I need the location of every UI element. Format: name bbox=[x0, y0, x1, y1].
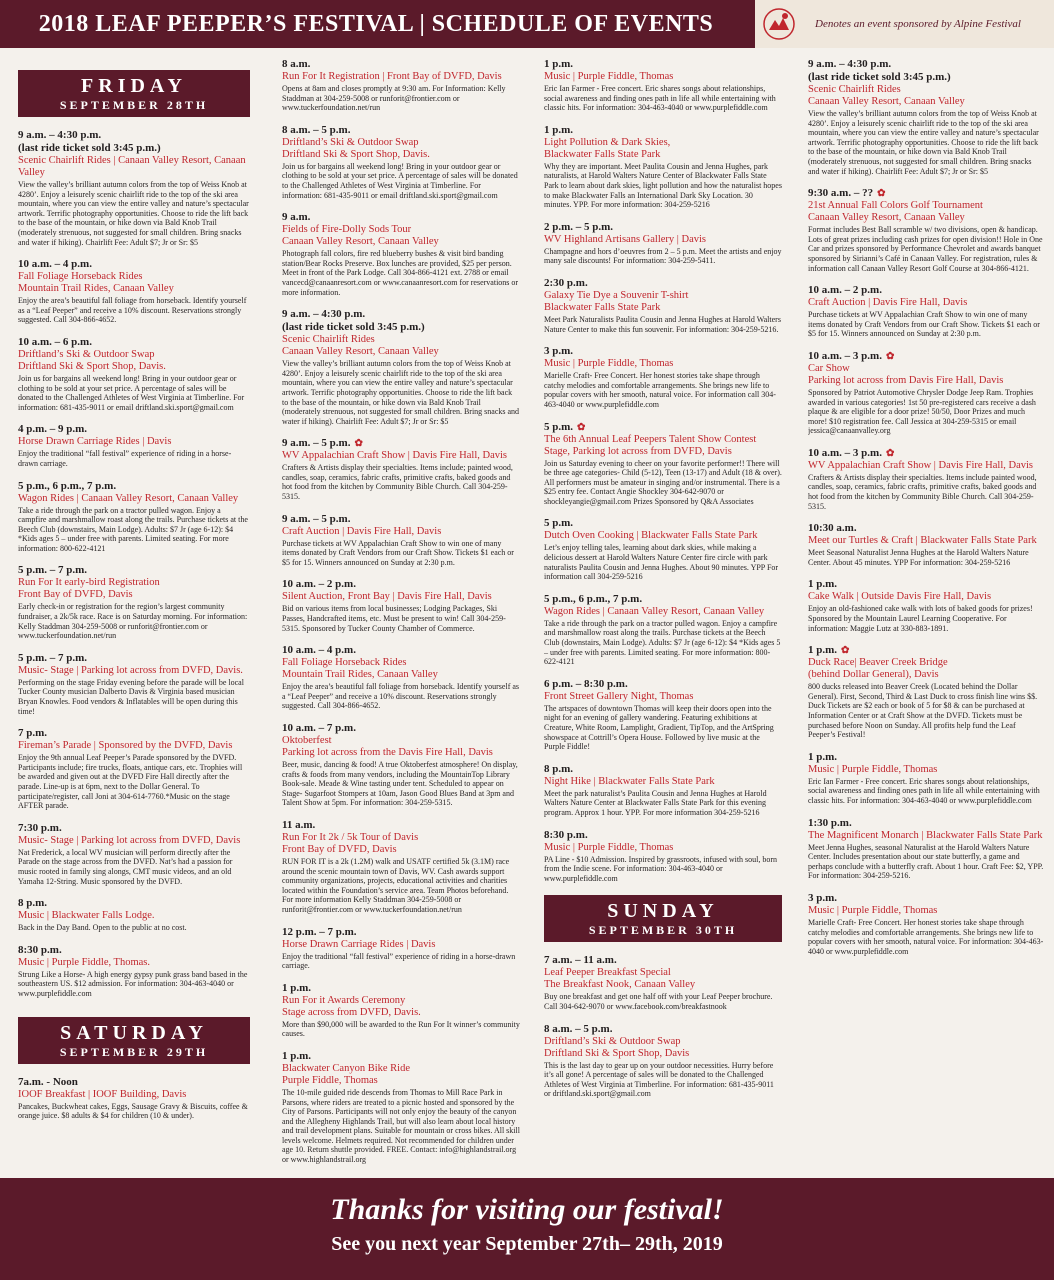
sponsor-emblem-icon: ✿ bbox=[841, 645, 850, 657]
sponsor-emblem-icon: ✿ bbox=[885, 447, 895, 459]
event-time-text: 1 p.m. bbox=[282, 981, 312, 994]
event-time bbox=[18, 944, 250, 957]
event-time-text: 8 p.m. bbox=[18, 897, 48, 910]
event-description: Sponsored by Patriot Automotive Chrysler Dodge Jeep Ram. Trophies awarded in various categories! 1st 50 pre-registered cars receive a dash plaque & are eligible for a door prize! 50/50, Door Prizes and much more! $10 registration fee. Call Jessica at 304-259-5315 or email jessica@canaanvalley.org bbox=[808, 387, 1036, 436]
event-name: Horse Drawn Carriage Rides | Davis bbox=[18, 436, 172, 448]
event-name: Oktoberfest Parking lot across from the Davis Fire Hall, Davis bbox=[282, 735, 493, 758]
event-time-text: 2 p.m. – 5 p.m. bbox=[544, 220, 614, 233]
event-item bbox=[808, 751, 1044, 806]
event-time bbox=[282, 437, 520, 450]
event-name: Run For It early-bird Registration Front Bay of DVFD, Davis bbox=[18, 577, 160, 601]
event-item bbox=[808, 644, 1044, 740]
event-time bbox=[544, 954, 782, 967]
next-year-message: See you next year September 27th– 29th, 2019 bbox=[331, 1233, 723, 1255]
event-description: Let’s enjoy telling tales, learning about dark skies, while making a delicious dessert at Harold Walters Nature Center fire circle with park naturalists Paulita Cousin and Jenna Hughes. About 90 minutes. YPP For information call 304-259-5216 bbox=[544, 543, 779, 582]
event-description: Join us for bargains all weekend long! Bring in your outdoor gear or clothing to be sold at your set price. A percentage of sales will be donated to the Challenged Athletes of West Virginia at Timberline. For information: 681-435-9011 or email driftland.ski.sport@gmail.com bbox=[282, 161, 518, 200]
event-description: Enjoy the area’s beautiful fall foliage from horseback. Identify yourself as a “Leaf Peeper” and receive a 10% discount. Reservations strongly suggested. Call 304-866-4652. bbox=[18, 296, 247, 325]
event-description: The artspaces of downtown Thomas will keep their doors open into the night for an evening of gallery wandering. Featuring exhibitions at Creature, White Room, Lamplight, Gradient, TipTop, and the ArtSpring showspace at Cottrill’s Opera House. Followed by live music at the Purple Fiddle! bbox=[544, 703, 774, 752]
event-time-text: 6 p.m. – 8:30 p.m. bbox=[544, 677, 628, 690]
event-item bbox=[808, 892, 1044, 956]
event-time-text: 8 a.m. bbox=[282, 58, 311, 70]
event-item bbox=[544, 593, 782, 667]
event-item bbox=[282, 819, 520, 915]
event-time-text: 8 p.m. bbox=[544, 762, 574, 775]
event-item bbox=[282, 437, 520, 501]
event-time-text: 1 p.m. bbox=[808, 578, 838, 591]
event-item bbox=[18, 336, 250, 412]
event-description: This is the last day to gear up on your outdoor necessities. Hurry before it’s all gone! A percentage of sales will be donated to the Challenged Athletes of West Virginia at Timberline. For information: 681-435-9011 or driftland.ski.sport@gmail.com bbox=[544, 1060, 774, 1099]
event-description: Purchase tickets at WV Appalachian Craft Show to win one of many items donated by Craft Vendors from our Craft Show. Tickets $1 each or $5 for 15. Winners announced on Sunday at 2:30 p.m. bbox=[282, 538, 514, 567]
event-time bbox=[808, 892, 1044, 905]
event-time-text: 11 a.m. bbox=[282, 818, 316, 831]
event-item bbox=[808, 187, 1044, 273]
event-item bbox=[544, 954, 782, 1011]
page-title: 2018 LEAF PEEPER’S FESTIVAL | SCHEDULE OF EVENTS bbox=[38, 11, 714, 37]
event-description: Strung Like a Horse- A high energy gypsy punk grass band based in the southeastern US. $12 admission. For information: 304-463-4040 or www.purplefiddle.com bbox=[18, 969, 248, 998]
event-time-text: 8:30 p.m. bbox=[544, 828, 588, 841]
event-name: Music | Purple Fiddle, Thomas bbox=[544, 841, 674, 853]
event-time bbox=[282, 124, 520, 137]
event-time-text: 10 a.m. – 7 p.m. bbox=[282, 722, 356, 734]
event-time-text: 10 a.m. – 3 p.m. bbox=[808, 446, 882, 459]
event-description: Meet Seasonal Naturalist Jenna Hughes at the Harold Walters Nature Center. About 45 minutes. YPP For information: 304-259-5216 bbox=[808, 548, 1029, 567]
sunday-header bbox=[544, 895, 782, 942]
event-time-text: 2:30 p.m. bbox=[544, 276, 588, 289]
day-name: FRIDAY bbox=[81, 75, 187, 97]
event-time bbox=[808, 187, 1044, 200]
saturday-events-col1 bbox=[18, 1076, 250, 1121]
event-time bbox=[544, 593, 782, 606]
event-name: WV Appalachian Craft Show | Davis Fire Hall, Davis bbox=[808, 459, 1033, 471]
event-time bbox=[544, 1023, 782, 1036]
event-name: Music | Blackwater Falls Lodge. bbox=[18, 910, 155, 922]
event-time-text: 10 a.m. – 2 p.m. bbox=[282, 578, 356, 591]
event-description: Enjoy an old-fashioned cake walk with lots of baked goods for prizes! Sponsored by the Mountain Laurel Learning Cooperative. For information: Maggie Lutz at 330-883-1891. bbox=[808, 604, 1033, 633]
header-bar bbox=[0, 0, 1054, 48]
event-name: Cake Walk | Outside Davis Fire Hall, Davis bbox=[808, 591, 992, 603]
event-item bbox=[544, 517, 782, 581]
footer-banner bbox=[0, 1178, 1054, 1280]
event-item bbox=[808, 522, 1044, 567]
event-time-text: 1 p.m. bbox=[282, 1049, 312, 1062]
event-description: Purchase tickets at WV Appalachian Craft Show to win one of many items donated by Craft Vendors from our Craft Show. Tickets $1 each or $5 for 15. Winners announced on Sunday at 2:30 p.m. bbox=[808, 310, 1040, 339]
event-name: Front Street Gallery Night, Thomas bbox=[544, 690, 694, 702]
event-description: Bid on various items from local businesses; Lodging Packages, Ski Passes, Handcrafted items, etc. Must be present to win! Call 304-259-5315. Sponsored by Tucker County Chamber of Commerce. bbox=[282, 604, 506, 633]
event-time-text: 7:30 p.m. bbox=[18, 821, 62, 834]
sponsor-emblem-icon: ✿ bbox=[885, 350, 895, 362]
event-item bbox=[18, 897, 250, 933]
sponsor-emblem-icon: ✿ bbox=[354, 438, 363, 450]
event-name: Craft Auction | Davis Fire Hall, Davis bbox=[808, 297, 968, 309]
event-time bbox=[544, 517, 782, 530]
event-name: Scenic Chairlift Rides Canaan Valley Resort, Canaan Valley bbox=[282, 334, 439, 358]
event-name: Driftland’s Ski & Outdoor Swap Driftland Ski & Sport Shop, Davis. bbox=[18, 348, 166, 372]
event-description: Nat Frederick, a local WV musician will perform directly after the Parade on the stage across from the DVFD. Nat’s had a passion for music rooted in family sing alongs, CMT music videos, and an old Yamaha 12-String. Music sponsored by the DVFD. bbox=[18, 847, 233, 886]
event-name: The 6th Annual Leaf Peepers Talent Show Contest Stage, Parking lot across from DVFD, Davis bbox=[544, 433, 757, 457]
event-time-text: 8:30 p.m. bbox=[18, 943, 62, 956]
event-name: Music | Purple Fiddle, Thomas. bbox=[18, 956, 150, 968]
event-item bbox=[808, 58, 1044, 176]
event-item bbox=[282, 58, 520, 113]
event-time-text: 10:30 a.m. bbox=[808, 522, 857, 535]
event-item bbox=[18, 129, 250, 247]
event-time bbox=[544, 829, 782, 842]
event-description: Crafters & Artists display their specialties. Items include; painted wood, candles, soap, ceramics, fabric crafts, primitive crafts, baked goods and hot food from the kitchen by Community Bible Church. Call 304-259-5315. bbox=[282, 463, 513, 502]
event-name: The Magnificent Monarch | Blackwater Falls State Park bbox=[808, 829, 1043, 841]
event-description: Photograph fall colors, fire red blueberry bushes & visit bird banding station/Bear Rocks Preserve. Box lunches are provided, $25 per person. Meet in front of the Park Lodge. Call 304-866-4121 ext. 2788 or email vancecd@canaanresort.com or www.canaanresort.com for reservations or more information. bbox=[282, 249, 519, 297]
event-name: Craft Auction | Davis Fire Hall, Davis bbox=[282, 525, 442, 537]
event-item bbox=[282, 982, 520, 1039]
event-time bbox=[544, 221, 782, 234]
event-name: Car Show Parking lot across from Davis Fire Hall, Davis bbox=[808, 362, 1004, 386]
event-time bbox=[282, 982, 520, 995]
event-time-text: 7 p.m. bbox=[18, 727, 48, 740]
event-description: Buy one breakfast and get one half off with your Leaf Peeper brochure. Call 304-642-9070 or www.facebook.com/breakfastnook bbox=[544, 992, 773, 1011]
event-time bbox=[544, 678, 782, 691]
event-description: View the valley’s brilliant autumn colors from the top of Weiss Knob at 4280’. Enjoy a leisurely scenic chairlift ride to the top of the ski area mountain, where you can view the entire valley and nature’s spectacular artwork. Terrific photography opportunities. Choose to ride the lift back to the base of the mountain, or hike down via Bald Knob Trail (moderately strenuous, not suggested for small children. Bring snacks and water if hiking). Chairlift Fee: Adult $7; Jr or Sr: $5 bbox=[18, 180, 249, 247]
event-time-text: 3 p.m. bbox=[544, 345, 574, 358]
event-item bbox=[18, 423, 250, 468]
day-name: SATURDAY bbox=[60, 1021, 208, 1044]
event-time bbox=[282, 819, 520, 832]
event-time-text: 10 a.m. – 6 p.m. bbox=[18, 335, 92, 348]
sponsor-legend-text: Denotes an event sponsored by Alpine Festival bbox=[815, 18, 1021, 30]
event-description: 800 ducks released into Beaver Creek (Located behind the Dollar General). First, Second, Third & Last Duck to cross finish line wins $$. Duck Tickets are $2 each or book of 5 for $8 & can be purchased at Information Center or at Craft Show at the DVFD. Tickets must be purchased before Noon on Sunday. All profits help fund the Leaf Peeper’s Festival! bbox=[808, 682, 1038, 740]
event-time bbox=[808, 578, 1044, 591]
day-date: SEPTEMBER 29TH bbox=[59, 1044, 209, 1059]
event-name: Fireman’s Parade | Sponsored by the DVFD, Davis bbox=[18, 740, 233, 752]
event-time bbox=[808, 447, 1044, 460]
event-item bbox=[808, 350, 1044, 436]
event-time-text: 10 a.m. – 4 p.m. bbox=[282, 644, 356, 657]
event-description: Enjoy the traditional “fall festival” experience of riding in a horse-drawn carriage. bbox=[18, 449, 232, 468]
event-name: IOOF Breakfast | IOOF Building, Davis bbox=[18, 1088, 187, 1100]
event-description: Beer, music, dancing & food! A true Oktoberfest atmosphere! On display, crafts & foods from many vendors, including the MountainTop Library Book-sale. Meade & Wine tasting under tent. Scheduled to appear on Stage- Sugarfoot Stompers at 10am, Jason Good Blues Band at 3pm and Talent Show at 5pm. For information: 304-259-5315. bbox=[282, 760, 518, 808]
saturday-events-col2 bbox=[282, 58, 520, 1165]
event-name: Music- Stage | Parking lot across from DVFD, Davis. bbox=[18, 664, 243, 676]
event-name: Light Pollution & Dark Skies, Blackwater Falls State Park bbox=[544, 136, 671, 160]
event-item bbox=[282, 1050, 520, 1165]
event-time bbox=[544, 763, 782, 776]
event-time-text: 9 a.m. – 5 p.m. bbox=[282, 437, 351, 450]
sunday-events-col3 bbox=[544, 954, 782, 1099]
event-item bbox=[544, 1023, 782, 1099]
event-name: Driftland’s Ski & Outdoor Swap Driftland Ski & Sport Shop, Davis bbox=[544, 1035, 690, 1059]
event-time bbox=[808, 522, 1044, 535]
event-name: Leaf Peeper Breakfast Special The Breakfast Nook, Canaan Valley bbox=[544, 967, 696, 991]
event-description: Crafters & Artists display their specialties. Items include painted wood, candles, soap, ceramics, fabric crafts, primitive crafts, baked goods and hot food from the kitchen by Community Bible Church. Call 304-259-5315. bbox=[808, 472, 1037, 511]
event-item bbox=[808, 447, 1044, 511]
thanks-message: Thanks for visiting our festival! bbox=[330, 1193, 724, 1226]
event-time-text: 12 p.m. – 7 p.m. bbox=[282, 925, 357, 938]
event-item bbox=[18, 652, 250, 716]
event-description: More than $90,000 will be awarded to the Run For It winner’s community causes. bbox=[282, 1019, 520, 1039]
event-description: Eric Ian Farmer - Free concert. Eric shares songs about relationships, social awareness and finding ones path in life all while entertaining with classic hits. For information: 304-463-4040 or www.purplefiddle.com bbox=[808, 776, 1040, 805]
event-time-text: 10 a.m. – 3 p.m. bbox=[808, 349, 882, 362]
event-item bbox=[282, 578, 520, 633]
event-time-text: 10 a.m. – 4 p.m. bbox=[18, 258, 92, 271]
event-description: Marielle Craft- Free Concert. Her honest stories take shape through catchy melodies and comfortable arrangements. She brings new life to popular covers with her smooth, natural voice. For information call 304-463-4040 or www.purplefiddle.com bbox=[544, 371, 776, 409]
event-description: Performing on the stage Friday evening before the parade will be local Tucker County musician Dalberto Davis & Virginia based musician Bryan Knowles. Food vendors & Inflatables will be open during this time! bbox=[18, 677, 244, 716]
event-time-text: 8 a.m. – 5 p.m. bbox=[544, 1022, 613, 1035]
event-time bbox=[544, 58, 782, 71]
event-time-text: 1 p.m. bbox=[544, 123, 574, 136]
event-time-text: 9 a.m. – 5 p.m. bbox=[282, 512, 351, 525]
event-description: Eric Ian Farmer - Free concert. Eric shares songs about relationships, social awareness and finding ones path in life all while entertaining with classic hits. For information: 304-463-4040 or www.purplefiddle.com bbox=[544, 84, 776, 113]
event-item bbox=[18, 727, 250, 811]
event-description: Enjoy the area’s beautiful fall foliage from horseback. Identify yourself as a “Leaf Peeper” and receive a 10% discount. Reservations strongly suggested. Call 304-866-4652. bbox=[282, 682, 520, 711]
event-time-text: 5 p.m. bbox=[544, 420, 574, 433]
event-time-text: 5 p.m., 6 p.m., 7 p.m. bbox=[544, 592, 643, 605]
event-time bbox=[282, 58, 520, 71]
event-item bbox=[282, 644, 520, 711]
alpine-festival-emblem-icon bbox=[761, 6, 797, 42]
event-item bbox=[18, 944, 250, 999]
event-name: Silent Auction, Front Bay | Davis Fire Hall, Davis bbox=[282, 591, 492, 603]
event-name: Meet our Turtles & Craft | Blackwater Falls State Park bbox=[808, 535, 1037, 547]
event-name: Music- Stage | Parking lot across from DVFD, Davis bbox=[18, 834, 241, 846]
event-description: Opens at 8am and closes promptly at 9:30 am. For Information: Kelly Staddman at 304-259-5008 or runforit@frontier.com or www.tuckerfoundation.net/run bbox=[282, 84, 506, 113]
event-time bbox=[18, 129, 250, 155]
event-description: View the valley’s brilliant autumn colors from the top of Weiss Knob at 4280’. Enjoy a leisurely scenic chairlift ride to the top of the ski area mountain, where you can view the entire valley and nature’s spectacular artwork. Terrific photography opportunities. Choose to ride the lift back to the base of the mountain, or hike down via Bald Knob Trail (moderately strenuous, not suggested for small children. Bring snacks and water if hiking). Chairlift Fee: Adult $7; Jr or Sr: $5 bbox=[282, 359, 520, 426]
event-time bbox=[808, 284, 1044, 297]
event-time-text: 5 p.m. bbox=[544, 517, 574, 530]
event-time bbox=[18, 727, 250, 740]
event-name: Run For It Registration | Front Bay of DVFD, Davis bbox=[282, 71, 502, 82]
event-time bbox=[282, 722, 520, 735]
event-time bbox=[18, 652, 250, 665]
event-time bbox=[808, 644, 1044, 657]
column-1 bbox=[18, 58, 250, 1168]
event-name: Duck Race| Beaver Creek Bridge (behind Dollar General), Davis bbox=[808, 657, 948, 681]
event-time bbox=[808, 350, 1044, 363]
event-time bbox=[808, 58, 1044, 84]
event-description: Enjoy the traditional “fall festival” experience of riding in a horse-drawn carriage. bbox=[282, 951, 516, 971]
event-item bbox=[282, 722, 520, 808]
sunday-events-col4 bbox=[808, 58, 1044, 956]
event-time-text: 4 p.m. – 9 p.m. bbox=[18, 423, 88, 436]
event-item bbox=[544, 345, 782, 409]
day-name: SUNDAY bbox=[607, 900, 719, 923]
sponsor-legend bbox=[752, 0, 1054, 48]
event-time bbox=[18, 1076, 250, 1089]
event-item bbox=[544, 763, 782, 818]
event-item bbox=[282, 211, 520, 297]
column-4 bbox=[808, 58, 1044, 1168]
event-description: Why they are important. Meet Paulita Cousin and Jenna Hughes, park naturalists, at Harold Walters Nature Center of Blackwater Falls State Park to learn about dark skies, light pollution and how the naturalist hopes to make Blackwater Falls an International Dark Sky Location. 30 minutes. YPP. For more information: 304-259-5216 bbox=[544, 161, 782, 210]
sponsor-emblem-icon: ✿ bbox=[577, 421, 586, 433]
event-time bbox=[808, 817, 1044, 830]
event-name: Music | Purple Fiddle, Thomas bbox=[544, 71, 674, 82]
event-name: Galaxy Tie Dye a Souvenir T-shirt Blackwater Falls State Park bbox=[544, 289, 689, 313]
event-time-text: 9 a.m. – 4:30 p.m. (last ride ticket sold 3:45 p.m.) bbox=[18, 129, 161, 154]
event-item bbox=[18, 258, 250, 325]
event-description: View the valley’s brilliant autumn colors from the top of Weiss Knob at 4280’. Enjoy a leisurely scenic chairlift ride to the top of the ski area mountain, where you can view the entire valley and nature’s spectacular artwork. Terrific photography opportunities. Choose to ride the lift back to the base of the mountain, or hike down via Bald Knob Trail (moderately strenuous, not suggested for small children. Bring snacks and water if hiking). Chairlift Fee: Adult $7; Jr or Sr: $5 bbox=[808, 109, 1039, 176]
event-time bbox=[282, 308, 520, 334]
event-description: Meet Jenna Hughes, seasonal Naturalist at the Harold Walters Nature Center. Includes presentation about our state butterfly, a game and perhaps conclude with a butterfly craft. About 1 hour. Craft Fee: $2, YPP. For information: 304-259-5216. bbox=[808, 842, 1044, 881]
event-item bbox=[282, 308, 520, 426]
event-name: Scenic Chairlift Rides | Canaan Valley Resort, Canaan Valley bbox=[18, 155, 246, 178]
event-time-text: 5 p.m. – 7 p.m. bbox=[18, 564, 88, 577]
event-time bbox=[544, 421, 782, 434]
friday-header bbox=[18, 70, 250, 117]
event-name: Horse Drawn Carriage Rides | Davis bbox=[282, 938, 436, 950]
event-time bbox=[282, 644, 520, 657]
event-item bbox=[282, 124, 520, 200]
event-item bbox=[18, 1076, 250, 1121]
event-time-text: 9:30 a.m. – ?? bbox=[808, 187, 874, 200]
event-time-text: 10 a.m. – 2 p.m. bbox=[808, 284, 882, 297]
event-description: Meet Park Naturalists Paulita Cousin and Jenna Hughes at Harold Walters Nature Center to make this fun souvenir. For information: 304-259-5216. bbox=[544, 314, 781, 334]
event-name: Fall Foliage Horseback Rides Mountain Trail Rides, Canaan Valley bbox=[282, 657, 438, 681]
event-name: WV Appalachian Craft Show | Davis Fire Hall, Davis bbox=[282, 450, 507, 462]
event-time bbox=[18, 336, 250, 349]
event-name: Blackwater Canyon Bike Ride Purple Fiddle, Thomas bbox=[282, 1062, 411, 1086]
event-item bbox=[18, 480, 250, 554]
event-description: Enjoy the 9th annual Leaf Peeper’s Parade sponsored by the DVFD. Participants include; fire trucks, floats, antique cars, etc. Trophies will be awarded and given out at the DVFD Fire Hall directly after the parade. Line-up is at 6pm, next to the Dollar General. To participate/register, call Joni at 304-614-7760.*Music on the stage AFTER parade. bbox=[18, 753, 243, 811]
event-time-text: 9 a.m. – 4:30 p.m. (last ride ticket sold 3:45 p.m.) bbox=[282, 308, 425, 334]
event-name: Run For it Awards Ceremony Stage across from DVFD, Davis. bbox=[282, 994, 421, 1018]
event-time bbox=[18, 822, 250, 835]
event-item bbox=[544, 421, 782, 507]
event-name: Wagon Rides | Canaan Valley Resort, Canaan Valley bbox=[544, 605, 765, 617]
event-time bbox=[18, 480, 250, 493]
event-time bbox=[282, 926, 520, 939]
event-description: Meet the park naturalist’s Paulita Cousin and Jenna Hughes at Harold Walters Nature Center at Blackwater Falls State Park for this evening program. Approx 1 hour. YPP. For more information 304-259-5216 bbox=[544, 788, 767, 817]
event-time bbox=[18, 564, 250, 577]
event-time-text: 1 p.m. bbox=[808, 750, 838, 763]
event-time-text: 1 p.m. bbox=[544, 58, 574, 70]
event-description: Back in the Day Band. Open to the public at no cost. bbox=[18, 923, 187, 933]
event-time-text: 1 p.m. bbox=[808, 644, 838, 657]
event-description: Marielle Craft- Free Concert. Her honest stories take shape through catchy melodies and comfortable arrangements. She brings new life to popular covers with her smooth, natural voice. For information: 304-463-4040 or www.purplefiddle.com bbox=[808, 917, 1044, 956]
event-time bbox=[18, 897, 250, 910]
event-time bbox=[282, 1050, 520, 1063]
event-name: Scenic Chairlift Rides Canaan Valley Resort, Canaan Valley bbox=[808, 84, 965, 107]
saturday-header bbox=[18, 1017, 250, 1064]
event-time bbox=[808, 751, 1044, 764]
event-time-text: 9 a.m. – 4:30 p.m. (last ride ticket sold 3:45 p.m.) bbox=[808, 58, 951, 83]
event-description: Take a ride through the park on a tractor pulled wagon. Enjoy a campfire and marshmallow roast along the trails. Purchase tickets at the Beech Club (downstairs, Main Lodge). Adults: $7 Jr (age 6-12): $4 *Kids ages 5 – under free with parents. Limited seating. For more information: 800-622-4121 bbox=[544, 618, 781, 667]
event-item bbox=[544, 277, 782, 334]
event-item bbox=[808, 817, 1044, 881]
event-time-text: 5 p.m., 6 p.m., 7 p.m. bbox=[18, 479, 117, 492]
event-description: Early check-in or registration for the region’s largest community fundraiser, a 2k/5k race. Race is on Saturday morning. For information: Kelly Staddman 304-259-5008 or runforit@frontier.com or www.tuckerfoundation.net/run bbox=[18, 602, 248, 641]
event-item bbox=[18, 564, 250, 640]
event-time bbox=[282, 513, 520, 526]
event-description: Pancakes, Buckwheat cakes, Eggs, Sausage Gravy & Biscuits, coffee & orange juice. $8 adults & $4 for children (10 & under). bbox=[18, 1101, 248, 1121]
column-3 bbox=[544, 58, 782, 1168]
event-description: Join us for bargains all weekend long! Bring in your outdoor gear or clothing to be sold at your set price. A percentage of sales will be donated to the Challenged Athletes of West Virginia at Timberline. For information: 681-435-9011 or email driftland.ski.sport@gmail.com bbox=[18, 373, 245, 412]
event-item bbox=[544, 221, 782, 266]
event-description: Champagne and hors d’oeuvres from 2 – 5 p.m. Meet the artists and enjoy many sale discounts! For information: 304-259-5411. bbox=[544, 246, 782, 266]
event-time bbox=[544, 277, 782, 290]
event-time-text: 5 p.m. – 7 p.m. bbox=[18, 651, 88, 664]
event-description: PA Line - $10 Admission. Inspired by grassroots, infused with soul, born from the Indie scene. For information: 304-463-4040 or www.purplefiddle.com bbox=[544, 854, 778, 883]
event-name: Wagon Rides | Canaan Valley Resort, Canaan Valley bbox=[18, 492, 239, 504]
event-name: Fall Foliage Horseback Rides Mountain Trail Rides, Canaan Valley bbox=[18, 271, 174, 295]
event-description: Take a ride through the park on a tractor pulled wagon. Enjoy a campfire and marshmallow roast along the trails. Purchase tickets at the Beech Club (downstairs, Main Lodge). Adults: $7 Jr (age 6-12): $4 *Kids ages 5 – under free with parents. Limited seating. For more information: 800-622-4121 bbox=[18, 505, 248, 553]
event-time-text: 3 p.m. bbox=[808, 891, 838, 904]
event-description: RUN FOR IT is a 2k (1.2M) walk and USATF certified 5k (3.1M) race around the scenic mountain town of Davis, WV. Cash awards support community organizations, projects, educational activities and charities located within the Foundation’s service area. Team Photos beforehand. For more information Kelly Staddman 304-259-5008 or runforit@frontier.com or www.tuckerfoundation.net/run bbox=[282, 856, 510, 914]
event-time bbox=[18, 423, 250, 436]
event-name: Night Hike | Blackwater Falls State Park bbox=[544, 775, 715, 787]
event-item bbox=[282, 926, 520, 971]
event-time bbox=[282, 211, 520, 224]
event-time bbox=[544, 345, 782, 358]
event-item bbox=[544, 58, 782, 113]
event-description: The 10-mile guided ride descends from Thomas to Mill Race Park in Parsons, where riders are treated to a picnic hosted and sponsored by the City of Parsons. Participants will not only enjoy the beauty of the canyon and the Allegheny Highlands Trail, but will also learn about local history and trail development plans. Suitable for mountain or cross bikes. All skill levels welcome. Helmets required. Not recommended for children under age 10. Return shuttle provided. FREE. Contact: info@highlandstrail.org or www.highlandstrail.org bbox=[282, 1087, 520, 1165]
event-name: Music | Purple Fiddle, Thomas bbox=[808, 763, 938, 775]
event-time bbox=[282, 578, 520, 591]
day-date: SEPTEMBER 28TH bbox=[59, 98, 209, 112]
event-description: Join us Saturday evening to cheer on your favorite performer!! There will be three age categories- Child (5-12), Teen (13-17) and Adult (18 & over). All performers must be amateur in singing and/or instrumental. There is a $25 entry fee. Contact Angie Shockley 304-642-9070 or shockleyangie@gmail.com Prizes Sponsored by Q&A Associates bbox=[544, 458, 782, 506]
sponsor-emblem-icon: ✿ bbox=[877, 188, 886, 200]
event-name: Dutch Oven Cooking | Blackwater Falls State Park bbox=[544, 530, 758, 542]
event-item bbox=[808, 284, 1044, 339]
column-2 bbox=[282, 58, 520, 1168]
event-time-text: 7 a.m. – 11 a.m. bbox=[544, 954, 617, 967]
event-description: Format includes Best Ball scramble w/ two divisions, open & handicap. Lots of great prizes including cash prizes for open division!! Hole in One Car and prizes sponsored by Performance Chevrolet and awards banquet sponsored by Sirianni’s Café in Canaan Valley. For registration, rules & information call Canaan Valley Resort Golf Course at 304-866-4121. bbox=[808, 225, 1043, 273]
event-item bbox=[282, 513, 520, 568]
event-item bbox=[544, 678, 782, 752]
event-time-text: 1:30 p.m. bbox=[808, 816, 852, 829]
event-name: Run For It 2k / 5k Tour of Davis Front Bay of DVFD, Davis bbox=[282, 831, 419, 855]
event-item bbox=[808, 578, 1044, 633]
event-time-text: 9 a.m. bbox=[282, 211, 311, 224]
event-time bbox=[544, 124, 782, 137]
friday-events bbox=[18, 129, 250, 999]
event-name: Music | Purple Fiddle, Thomas bbox=[808, 904, 938, 916]
event-time-text: 7a.m. - Noon bbox=[18, 1075, 78, 1088]
day-date: SEPTEMBER 30TH bbox=[588, 923, 738, 938]
event-name: Fields of Fire-Dolly Sods Tour Canaan Valley Resort, Canaan Valley bbox=[282, 224, 439, 248]
event-name: Music | Purple Fiddle, Thomas bbox=[544, 358, 674, 370]
event-name: 21st Annual Fall Colors Golf Tournament Canaan Valley Resort, Canaan Valley bbox=[808, 200, 983, 224]
event-name: WV Highland Artisans Gallery | Davis bbox=[544, 233, 707, 245]
event-item bbox=[544, 124, 782, 210]
event-item bbox=[544, 829, 782, 884]
event-time bbox=[18, 258, 250, 271]
event-item bbox=[18, 822, 250, 886]
saturday-events-col3 bbox=[544, 58, 782, 883]
event-name: Driftland’s Ski & Outdoor Swap Driftland Ski & Sport Shop, Davis. bbox=[282, 136, 430, 160]
event-time-text: 8 a.m. – 5 p.m. bbox=[282, 123, 351, 136]
